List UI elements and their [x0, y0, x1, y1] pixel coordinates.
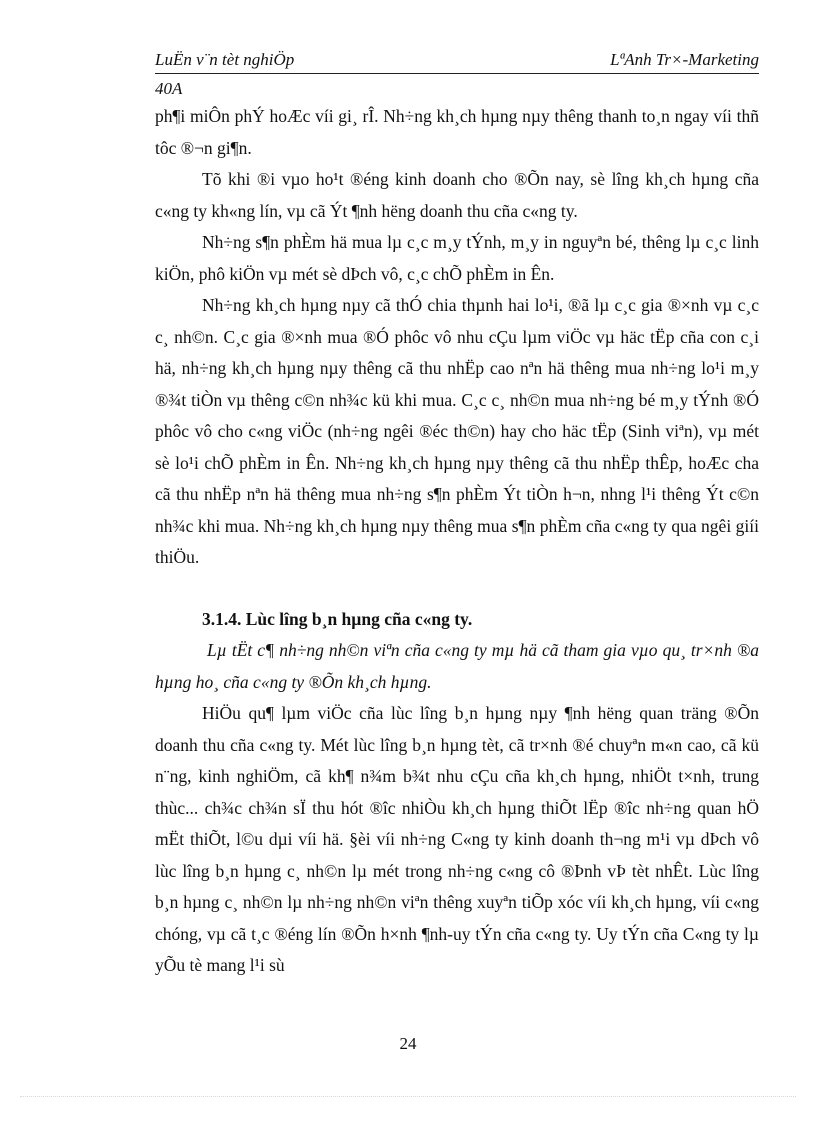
page-number: 24	[399, 1034, 417, 1053]
header-author: LªAnh Tr×-Marketing	[610, 50, 759, 69]
header-title: LuËn v¨n tèt nghiÖp	[155, 50, 295, 69]
section-heading: 3.1.4. Lùc lîng b¸n hµng cña c«ng ty.	[202, 608, 473, 629]
header-class: 40A	[155, 79, 183, 98]
page-bottom-divider	[20, 1096, 796, 1097]
paragraph: Nh÷ng kh¸ch hµng nµy cã thÓ chia thµnh hai lo¹i, ®ã lµ c¸c gia ®×nh vµ c¸c c¸ nh©n. C¸c gia ®×nh mua ®Ó phôc vô nhu cÇu lµm viÖc vµ häc tËp cña con c¸i hä, nh÷ng kh¸ch hµng nµy thêng cã thu nhËp cao nªn hä thêng mua nh÷ng lo¹i m¸y ®¾t tiÒn vµ thêng c©n nh¾c kü khi mua. C¸c c¸ nh©n mua nh÷ng bé m¸y tÝnh ®Ó phôc vô cho c«ng viÖc (nh÷ng ngêi ®éc th©n) hay cho häc tËp (Sinh viªn), vµ mét sè lo¹i chÕ phÈm in Ên. Nh÷ng kh¸ch hµng nµy thêng cã thu nhËp thÊp, hoÆc cha cã thu nhËp nªn hä thêng mua nh÷ng s¶n phÈm Ýt tiÒn h¬n, nhng l¹i thêng Ýt c©n nh¾c khi mua. Nh÷ng kh¸ch hµng nµy thêng mua s¶n phÈm cña c«ng ty qua ngêi giíi thiÖu.	[155, 295, 759, 567]
section-definition: Lµ tËt c¶ nh÷ng nh©n viªn cña c«ng ty mµ hä cã tham gia vµo qu¸ tr×nh ®a hµng ho¸ cña c«ng ty ®Õn kh¸ch hµng.	[155, 640, 759, 692]
section-gap	[155, 574, 759, 604]
document-body	[155, 101, 759, 982]
paragraph-continued: ph¶i miÔn phÝ hoÆc víi gi¸ rÎ. Nh÷ng kh¸ch hµng nµy thêng thanh to¸n ngay víi thñ tôc ®¬n gi¶n.	[155, 106, 759, 158]
paragraph: Tõ khi ®i vµo ho¹t ®éng kinh doanh cho ®Õn nay, sè lîng kh¸ch hµng cña c«ng ty kh«ng lín, vµ cã Ýt ¶nh hëng doanh thu cña c«ng ty.	[155, 169, 759, 221]
page-header	[155, 47, 759, 74]
paragraph: Nh÷ng s¶n phÈm hä mua lµ c¸c m¸y tÝnh, m¸y in nguyªn bé, thêng lµ c¸c linh kiÖn, phô kiÖn vµ mét sè dÞch vô, c¸c chÕ phÈm in Ên.	[155, 232, 759, 284]
paragraph: HiÖu qu¶ lµm viÖc cña lùc lîng b¸n hµng nµy ¶nh hëng quan träng ®Õn doanh thu cña c«ng ty. Mét lùc lîng b¸n hµng tèt, cã tr×nh ®é chuyªn m«n cao, cã kü n¨ng, kinh nghiÖm, cã kh¶ n¾m b¾t nhu cÇu cña kh¸ch hµng, nhiÖt t×nh, trung thùc... ch¾c ch¾n sÏ thu hót ®îc nhiÒu kh¸ch hµng thiÕt lËp ®îc nh÷ng quan hÖ mËt thiÕt, l©u dµi víi hä. §èi víi nh÷ng C«ng ty kinh doanh th¬ng m¹i vµ dÞch vô lùc lîng b¸n hµng c¸ nh©n lµ mét trong nh÷ng c«ng cô ®Þnh vÞ tèt nhÊt. Lùc lîng b¸n hµng c¸ nh©n lµ nh÷ng nh©n viªn thêng xuyªn tiÕp xóc víi kh¸ch hµng, víi c«ng chóng, vµ cã t¸c ®éng lín ®Õn h×nh ¶nh-uy tÝn cña c«ng ty. Uy tÝn cña C«ng ty lµ yÕu tè mang l¹i sù	[155, 703, 759, 975]
